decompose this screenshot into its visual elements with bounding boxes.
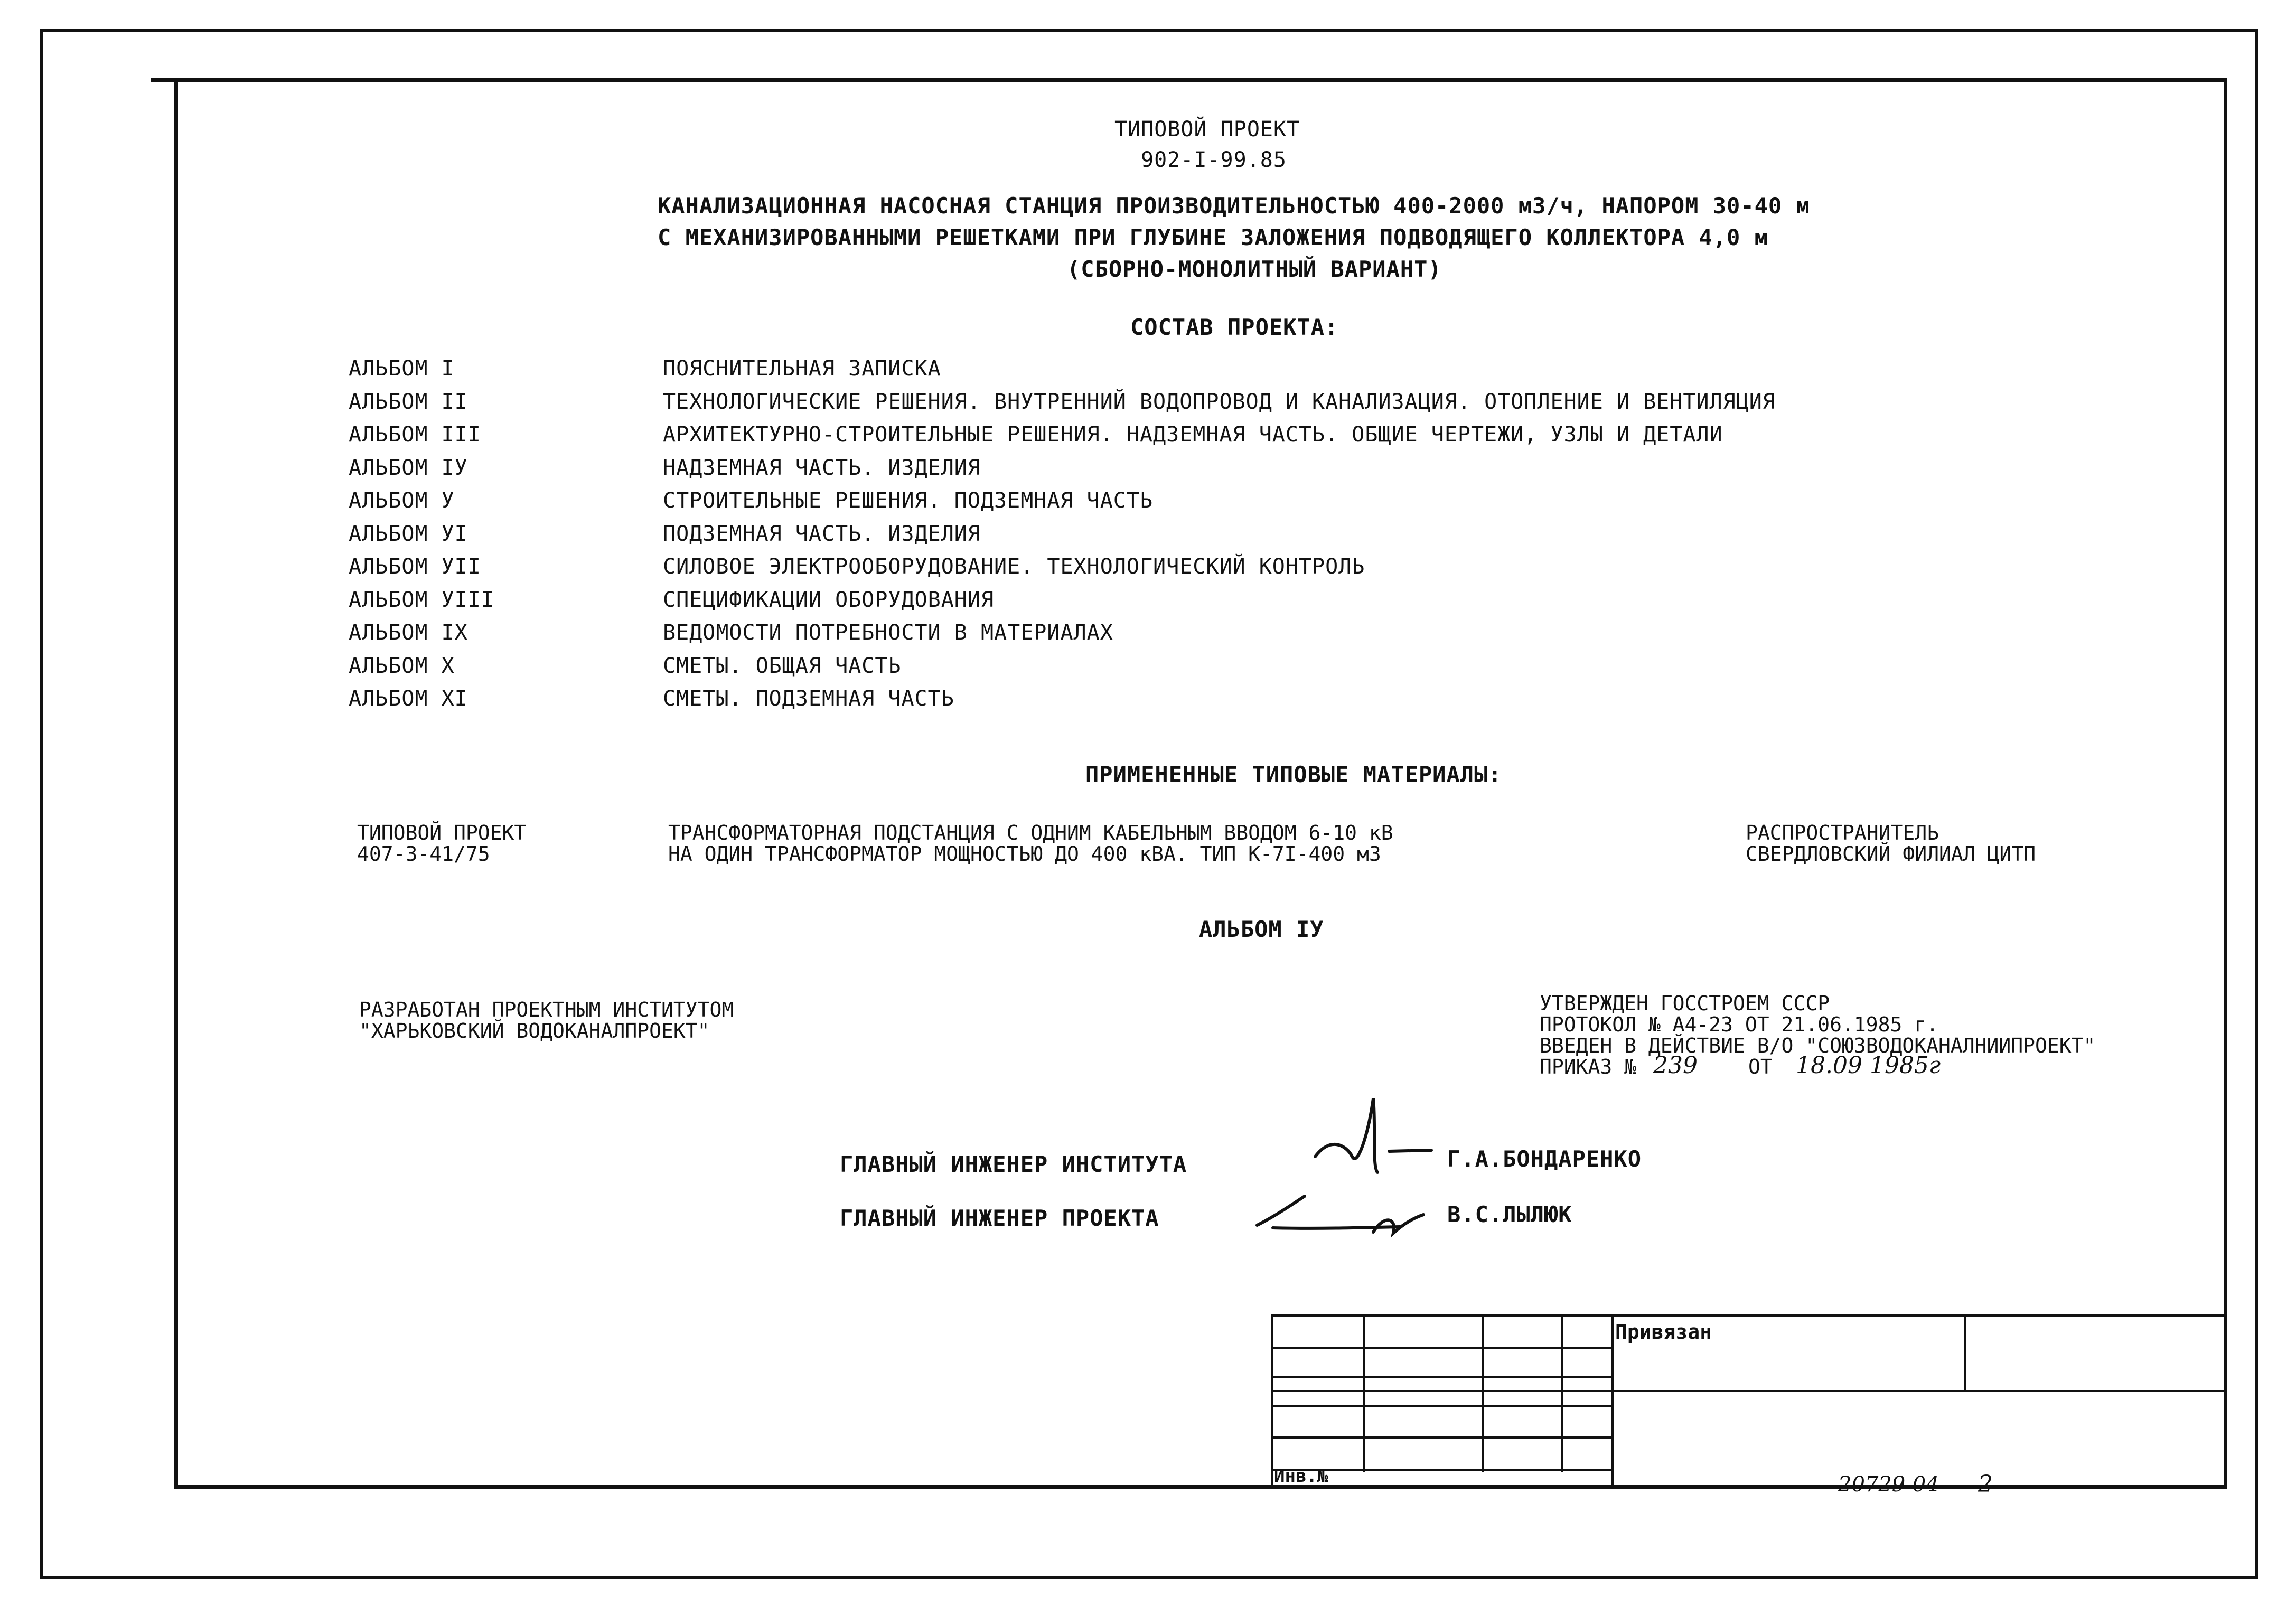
doc-code: 20729-04 bbox=[1838, 1472, 1939, 1497]
album-label: АЛЬБОМ I bbox=[349, 356, 455, 381]
signature-role-institute: ГЛАВНЫЙ ИНЖЕНЕР ИНСТИТУТА bbox=[840, 1151, 1187, 1177]
stamp-attached-label: Привязан bbox=[1615, 1320, 1712, 1344]
album-title: АРХИТЕКТУРНО-СТРОИТЕЛЬНЫЕ РЕШЕНИЯ. НАДЗЕМНАЯ ЧАСТЬ. ОБЩИЕ ЧЕРТЕЖИ, УЗЛЫ И ДЕТАЛИ bbox=[663, 422, 1723, 447]
album-title: СПЕЦИФИКАЦИИ ОБОРУДОВАНИЯ bbox=[663, 588, 995, 612]
project-title: ТИПОВОЙ ПРОЕКТ bbox=[1114, 117, 1300, 142]
approval-line-2: ПРОТОКОЛ № А4-23 ОТ 21.06.1985 г. bbox=[1540, 1013, 1938, 1036]
composition-heading: СОСТАВ ПРОЕКТА: bbox=[1130, 314, 1339, 340]
album-label: АЛЬБОМ II bbox=[349, 390, 468, 414]
album-label: АЛЬБОМ УII bbox=[349, 555, 481, 579]
developer-line-2: "ХАРЬКОВСКИЙ ВОДОКАНАЛПРОЕКТ" bbox=[359, 1019, 710, 1042]
album-label: АЛЬБОМ IУ bbox=[349, 456, 468, 480]
album-label: АЛЬБОМ УI bbox=[349, 522, 468, 546]
signature-scribble-institute bbox=[1310, 1088, 1437, 1178]
album-title: ПОДЗЕМНАЯ ЧАСТЬ. ИЗДЕЛИЯ bbox=[663, 522, 981, 546]
order-date: 18.09 1985г bbox=[1796, 1052, 1941, 1079]
album-title: ВЕДОМОСТИ ПОТРЕБНОСТИ В МАТЕРИАЛАХ bbox=[663, 621, 1113, 645]
outer-frame-bottom bbox=[40, 1576, 2258, 1579]
distributor-name: СВЕРДЛОВСКИЙ ФИЛИАЛ ЦИТП bbox=[1746, 842, 2036, 866]
album-title: СМЕТЫ. ОБЩАЯ ЧАСТЬ bbox=[663, 654, 902, 678]
signature-name-institute: Г.А.БОНДАРЕНКО bbox=[1447, 1146, 1642, 1172]
current-album: АЛЬБОМ IУ bbox=[1199, 916, 1324, 942]
applied-heading: ПРИМЕНЕННЫЕ ТИПОВЫЕ МАТЕРИАЛЫ: bbox=[1085, 762, 1502, 787]
order-from: ОТ bbox=[1748, 1055, 1773, 1078]
applied-project-label: ТИПОВОЙ ПРОЕКТ bbox=[357, 821, 527, 844]
album-title: СМЕТЫ. ПОДЗЕМНАЯ ЧАСТЬ bbox=[663, 687, 954, 711]
signature-role-project: ГЛАВНЫЙ ИНЖЕНЕР ПРОЕКТА bbox=[840, 1205, 1159, 1231]
distributor-label: РАСПРОСТРАНИТЕЛЬ bbox=[1746, 821, 1939, 844]
applied-desc-line-1: ТРАНСФОРМАТОРНАЯ ПОДСТАНЦИЯ С ОДНИМ КАБЕЛЬНЫМ ВВОДОМ 6-10 кВ bbox=[668, 821, 1393, 844]
approval-line-1: УТВЕРЖДЕН ГОССТРОЕМ СССР bbox=[1540, 992, 1830, 1015]
album-title: ТЕХНОЛОГИЧЕСКИЕ РЕШЕНИЯ. ВНУТРЕННИЙ ВОДОПРОВОД И КАНАЛИЗАЦИЯ. ОТОПЛЕНИЕ И ВЕНТИЛЯЦИЯ bbox=[663, 390, 1776, 414]
order-label: ПРИКАЗ № bbox=[1540, 1055, 1637, 1078]
album-title: НАДЗЕМНАЯ ЧАСТЬ. ИЗДЕЛИЯ bbox=[663, 456, 981, 480]
order-number: 239 bbox=[1653, 1052, 1698, 1079]
album-label: АЛЬБОМ X bbox=[349, 654, 455, 678]
project-desc-line-3: (СБОРНО-МОНОЛИТНЫЙ ВАРИАНТ) bbox=[1067, 256, 1442, 282]
developer-line-1: РАЗРАБОТАН ПРОЕКТНЫМ ИНСТИТУТОМ bbox=[359, 998, 734, 1021]
project-desc-line-1: КАНАЛИЗАЦИОННАЯ НАСОСНАЯ СТАНЦИЯ ПРОИЗВОДИТЕЛЬНОСТЬЮ 400-2000 м3/ч, НАПОРОМ 30-40 м bbox=[658, 193, 1810, 219]
inner-frame-top bbox=[151, 78, 2227, 82]
project-desc-line-2: С МЕХАНИЗИРОВАННЫМИ РЕШЕТКАМИ ПРИ ГЛУБИНЕ ЗАЛОЖЕНИЯ ПОДВОДЯЩЕГО КОЛЛЕКТОРА 4,0 м bbox=[658, 224, 1768, 250]
album-label: АЛЬБОМ III bbox=[349, 422, 481, 447]
album-title: СИЛОВОЕ ЭЛЕКТРООБОРУДОВАНИЕ. ТЕХНОЛОГИЧЕСКИЙ КОНТРОЛЬ bbox=[663, 555, 1365, 579]
project-number: 902-I-99.85 bbox=[1141, 148, 1287, 172]
album-label: АЛЬБОМ УIII bbox=[349, 588, 494, 612]
outer-frame-left bbox=[40, 29, 43, 1579]
signature-name-project: В.С.ЛЫЛЮК bbox=[1447, 1201, 1572, 1227]
inner-frame-left bbox=[174, 78, 178, 1488]
approval-line-3: ВВЕДЕН В ДЕЙСТВИЕ В/О "СОЮЗВОДОКАНАЛНИИПРОЕКТ" bbox=[1540, 1034, 2096, 1057]
applied-project-number: 407-3-41/75 bbox=[357, 842, 490, 866]
applied-desc-line-2: НА ОДИН ТРАНСФОРМАТОР МОЩНОСТЬЮ ДО 400 кВА. ТИП К-7I-400 м3 bbox=[668, 842, 1381, 866]
inner-frame-right bbox=[2224, 78, 2227, 1488]
album-label: АЛЬБОМ У bbox=[349, 489, 455, 513]
stamp-inv-label: Инв.№ bbox=[1274, 1466, 1328, 1487]
album-label: АЛЬБОМ XI bbox=[349, 687, 468, 711]
page-number: 2 bbox=[1978, 1471, 1993, 1498]
album-title: ПОЯСНИТЕЛЬНАЯ ЗАПИСКА bbox=[663, 356, 941, 381]
outer-frame-right bbox=[2255, 29, 2258, 1579]
outer-frame-top bbox=[40, 29, 2258, 32]
signature-scribble-project bbox=[1252, 1186, 1426, 1244]
album-title: СТРОИТЕЛЬНЫЕ РЕШЕНИЯ. ПОДЗЕМНАЯ ЧАСТЬ bbox=[663, 489, 1154, 513]
album-label: АЛЬБОМ IX bbox=[349, 621, 468, 645]
